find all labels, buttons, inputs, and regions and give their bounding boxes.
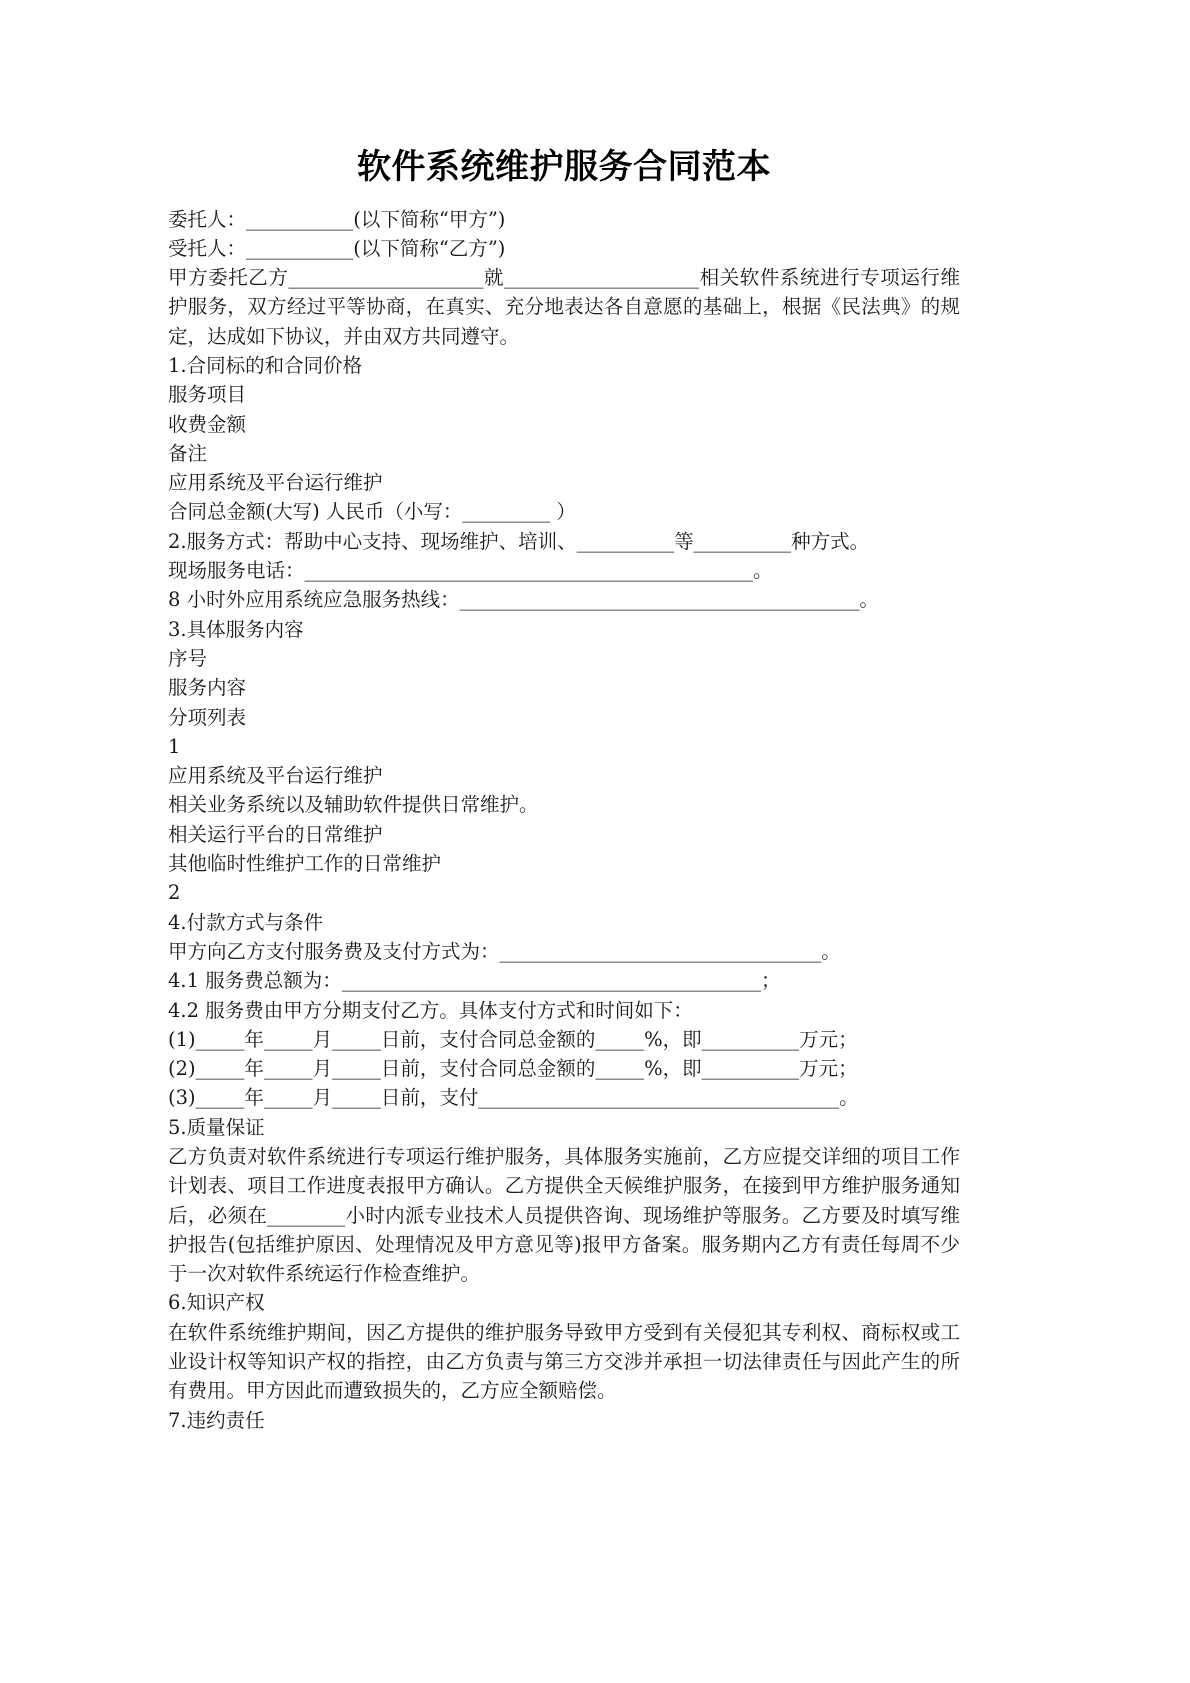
subitem-daily-biz: 相关业务系统以及辅助软件提供日常维护。 [168, 793, 539, 817]
table-row-number-2: 2 [168, 881, 181, 905]
line-entrust-party: 委托人：___________(以下简称“甲方”) [168, 207, 506, 231]
page-title: 软件系统维护服务合同范本 [357, 147, 771, 187]
installment-1: (1)_____年_____月_____日前，支付合同总金额的_____%，即__________万元； [168, 1027, 858, 1051]
item-app-platform-ops-2: 应用系统及平台运行维护 [168, 764, 383, 788]
body-clause-5: 乙方负责对软件系统进行专项运行维护服务，具体服务实施前，乙方应提交详细的项目工作计划表、项目工作进度表报甲方确认。乙方提供全天候维护服务，在接到甲方维护服务通知后，必须在________小时内派专业技术人员提供咨询、现场维护等服务。乙方要及时填写维护报告(包括维护原因、处理情况及甲方意见等)报甲方备案。服务期内乙方有责任每周不少于一次对软件系统运行作检查维护。 [168, 1145, 960, 1286]
line-payment-method: 甲方向乙方支付服务费及支付方式为：_________________________________。 [168, 939, 841, 963]
heading-clause-4: 4.付款方式与条件 [168, 910, 324, 934]
column-header-seq: 序号 [168, 646, 208, 670]
table-row-number-1: 1 [168, 734, 181, 758]
installment-2: (2)_____年_____月_____日前，支付合同总金额的_____%，即__________万元； [168, 1057, 858, 1081]
line-after-hours-hotline: 8 小时外应用系统应急服务热线：_________________________________________。 [168, 588, 879, 612]
heading-clause-2: 2.服务方式：帮助中心支持、现场维护、培训、__________等__________种方式。 [168, 529, 870, 553]
label-fee-amount: 收费金额 [168, 412, 247, 436]
clause-4-1: 4.1 服务费总额为：___________________________________________； [168, 969, 781, 993]
column-header-service: 服务内容 [168, 676, 247, 700]
label-service-item: 服务项目 [168, 383, 247, 407]
line-preamble: 甲方委托乙方____________________就____________________相关软件系统进行专项运行维护服务，双方经过平等协商，在真实、充分地表达各自意愿的基础上，根据《民法典》的规定，达成如下协议，并由双方共同遵守。 [168, 266, 960, 348]
heading-clause-1: 1.合同标的和合同价格 [168, 353, 363, 377]
heading-clause-3: 3.具体服务内容 [168, 617, 304, 641]
heading-clause-6: 6.知识产权 [168, 1291, 265, 1315]
clause-4-2: 4.2 服务费由甲方分期支付乙方。具体支付方式和时间如下： [168, 998, 693, 1022]
subitem-daily-other: 其他临时性维护工作的日常维护 [168, 852, 442, 876]
column-header-subitems: 分项列表 [168, 705, 247, 729]
line-contract-total: 合同总金额(大写) 人民币（小写：_________ ） [168, 500, 576, 524]
item-app-platform-ops-1: 应用系统及平台运行维护 [168, 471, 383, 495]
subitem-daily-platform: 相关运行平台的日常维护 [168, 822, 383, 846]
body-clause-6: 在软件系统维护期间，因乙方提供的维护服务导致甲方受到有关侵犯其专利权、商标权或工业设计权等知识产权的指控，由乙方负责与第三方交涉并承担一切法律责任与因此产生的所有费用。甲方因此而遭致损失的，乙方应全额赔偿。 [168, 1320, 960, 1403]
installment-3: (3)_____年_____月_____日前，支付_____________________________________。 [168, 1086, 859, 1110]
label-remark: 备注 [168, 441, 208, 465]
document-body [168, 128, 960, 1435]
line-entrusted-party: 受托人：___________(以下简称“乙方”) [168, 236, 506, 260]
line-onsite-phone: 现场服务电话：______________________________________________。 [168, 559, 773, 583]
heading-clause-7: 7.违约责任 [168, 1408, 265, 1432]
heading-clause-5: 5.质量保证 [168, 1115, 265, 1139]
